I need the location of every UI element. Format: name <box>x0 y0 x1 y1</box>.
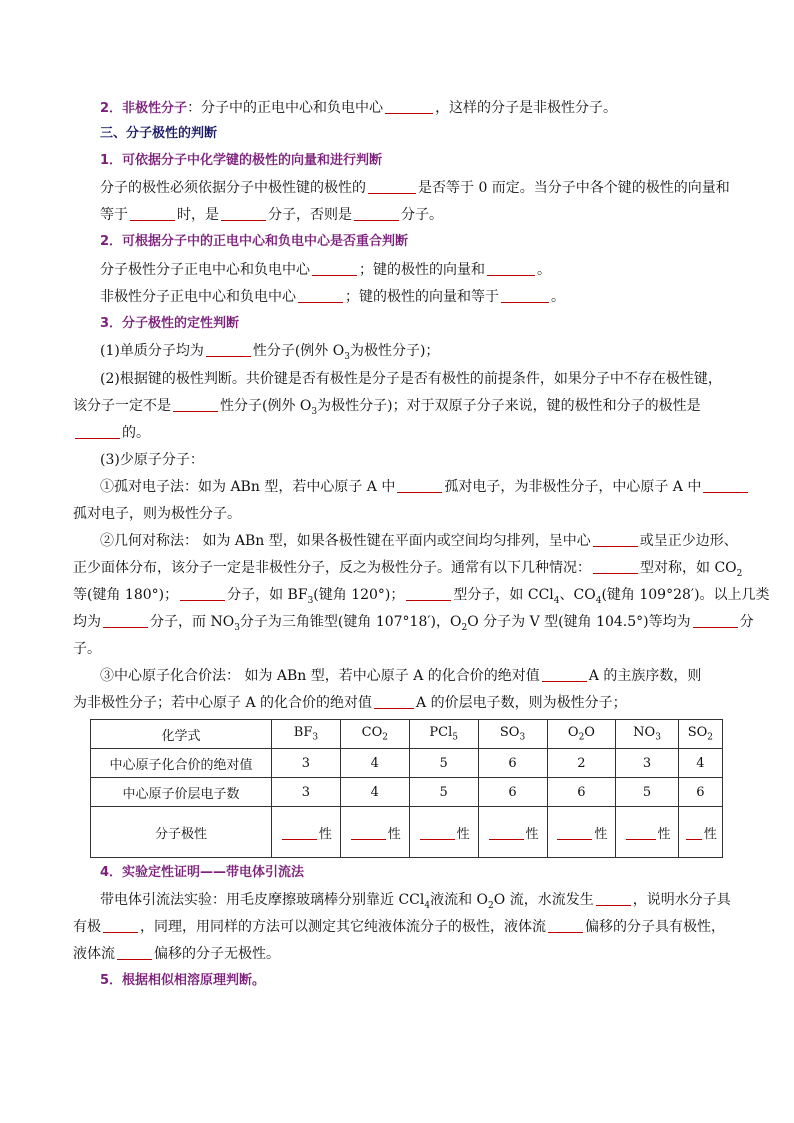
table-cell: 4 <box>340 778 409 807</box>
paragraph: (3)少原子分子： <box>100 452 204 468</box>
blank[interactable] <box>75 424 120 439</box>
formula-cell: $SO_3$ <box>478 720 547 749</box>
blank[interactable] <box>368 179 416 194</box>
table-cell: 6 <box>478 749 547 778</box>
formula-cell: $O_2O$ <box>547 720 616 749</box>
table-cell: 6 <box>678 778 722 807</box>
blank[interactable] <box>686 825 702 840</box>
blank[interactable] <box>385 99 433 114</box>
blank[interactable] <box>593 559 638 574</box>
blank[interactable] <box>221 206 266 221</box>
subsection-4-title: 4．实验定性证明——带电体引流法 <box>100 865 305 880</box>
blank[interactable] <box>397 478 442 493</box>
paragraph: 均为 分子，而 $NO_3$分子为三角锥型(键角 107°18′)，$O_2O$ 分子为 V 型(键角 104.5°)等均为 分 <box>73 614 754 633</box>
method-lone-pair: ①孤对电子法：如为 ABn 型，若中心原子 A 中 孤对电子，为非极性分子，中心原子 A 中 <box>100 476 750 498</box>
table-cell: 5 <box>409 749 478 778</box>
table-header: 分子极性 <box>91 807 272 858</box>
paragraph: 液体流 偏移的分子无极性。 <box>73 946 280 962</box>
blank[interactable] <box>487 261 535 276</box>
paragraph: 正少面体分布，该分子一定是非极性分子，反之为极性分子。通常有以下几种情况： 型对称，如 $CO_2$ <box>73 560 743 579</box>
blank[interactable] <box>542 667 587 682</box>
paragraph: 等(键角 180°)； 分子，如 $BF_3$(键角 120°)； 型分子，如 CCl$_4$、$CO_4$(键角 109°28′)。以上几类 <box>73 587 770 606</box>
blank[interactable] <box>103 918 138 933</box>
section-title: 三、分子极性的判断 <box>100 126 218 141</box>
blank[interactable] <box>557 825 592 840</box>
table-row <box>91 807 723 858</box>
formula-cell: $NO_3$ <box>616 720 678 749</box>
blank[interactable] <box>354 206 399 221</box>
paragraph: 有极 ，同理，用同样的方法可以测定其它纯液体流分子的极性，液体流 偏移的分子具有极性， <box>73 919 725 935</box>
table-cell: 3 <box>616 749 678 778</box>
polarity-cell: 性 <box>409 807 478 858</box>
paragraph: (2)根据键的极性判断。共价键是否有极性是分子是否有极性的前提条件，如果分子中不存在极性键， <box>100 371 722 387</box>
subsection-1-title: 1．可依据分子中化学键的极性的向量和进行判断 <box>100 153 383 168</box>
paragraph: 孤对电子，则为极性分子。 <box>73 506 241 522</box>
table-cell: 4 <box>340 749 409 778</box>
polarity-table <box>90 719 723 858</box>
table-cell: 3 <box>272 749 341 778</box>
formula-cell: PCl$_5$ <box>409 720 478 749</box>
blank[interactable] <box>703 478 748 493</box>
method-symmetry: ②几何对称法： 如为 ABn 型，如果各极性键在平面内或空间均匀排列，呈中心 或呈正少边形、 <box>100 533 738 549</box>
blank[interactable] <box>312 261 357 276</box>
polarity-cell: 性 <box>678 807 722 858</box>
blank[interactable] <box>593 532 638 547</box>
paragraph: 非极性分子正电中心和负电中心 ；键的极性的向量和等于 。 <box>100 289 565 305</box>
blank[interactable] <box>206 342 251 357</box>
paragraph: 该分子一定不是 性分子(例外 $O_3$为极性分子)；对于双原子分子来说，键的极性和分子的极性是 <box>73 398 701 417</box>
blank[interactable] <box>548 918 583 933</box>
polarity-cell: 性 <box>272 807 341 858</box>
polarity-cell: 性 <box>340 807 409 858</box>
paragraph: 分子极性分子正电中心和负电中心 ；键的极性的向量和 。 <box>100 262 551 278</box>
table-header: 中心原子价层电子数 <box>91 778 272 807</box>
paragraph: 的。 <box>73 422 150 444</box>
blank[interactable] <box>282 825 317 840</box>
nonpolar-heading: 2．非极性分子 <box>100 101 188 116</box>
subsection-5-title: 5．根据相似相溶原理判断。 <box>100 973 266 988</box>
table-cell: 5 <box>616 778 678 807</box>
formula-cell: $CO_2$ <box>340 720 409 749</box>
blank[interactable] <box>406 586 451 601</box>
blank[interactable] <box>117 945 152 960</box>
blank[interactable] <box>298 288 343 303</box>
blank[interactable] <box>596 891 631 906</box>
paragraph: (1)单质分子均为 性分子(例外 $O_3$为极性分子)； <box>100 343 440 362</box>
paragraph: 带电体引流法实验：用毛皮摩擦玻璃棒分别靠近 CCl$_4$液流和 $O_2O$ 流，水流发生 ，说明水分子具 <box>100 892 731 911</box>
table-header: 中心原子化合价的绝对值 <box>91 749 272 778</box>
table-header: 化学式 <box>91 720 272 749</box>
subsection-2-title: 2．可根据分子中的正电中心和负电中心是否重合判断 <box>100 234 409 249</box>
table-cell: 6 <box>547 778 616 807</box>
nonpolar-definition: 2．非极性分子：分子中的正电中心和负电中心 ，这样的分子是非极性分子。 <box>100 100 618 116</box>
blank[interactable] <box>693 613 738 628</box>
blank[interactable] <box>489 825 524 840</box>
table-cell: 6 <box>478 778 547 807</box>
paragraph: 分子的极性必须依据分子中极性键的极性的 是否等于 0 而定。当分子中各个键的极性的向量和 <box>100 180 730 196</box>
table-cell: 3 <box>272 778 341 807</box>
blank[interactable] <box>351 825 386 840</box>
paragraph: 为非极性分子；若中心原子 A 的化合价的绝对值 A 的价层电子数，则为极性分子； <box>73 695 627 711</box>
blank[interactable] <box>501 288 549 303</box>
table-row <box>91 720 723 749</box>
polarity-cell: 性 <box>616 807 678 858</box>
blank[interactable] <box>103 613 148 628</box>
table-cell: 4 <box>678 749 722 778</box>
subsection-3-title: 3．分子极性的定性判断 <box>100 316 240 331</box>
formula-cell: $SO_2$ <box>678 720 722 749</box>
table-row <box>91 778 723 807</box>
table-row <box>91 749 723 778</box>
table-cell: 2 <box>547 749 616 778</box>
method-valence: ③中心原子化合价法： 如为 ABn 型，若中心原子 A 的化合价的绝对值 A 的主族序数，则 <box>100 668 702 684</box>
polarity-cell: 性 <box>547 807 616 858</box>
blank[interactable] <box>180 586 225 601</box>
table-cell: 5 <box>409 778 478 807</box>
formula-cell: $BF_3$ <box>272 720 341 749</box>
blank[interactable] <box>626 825 656 840</box>
paragraph: 等于 时，是 分子，否则是 分子。 <box>100 207 443 223</box>
blank[interactable] <box>374 694 414 709</box>
polarity-cell: 性 <box>478 807 547 858</box>
blank[interactable] <box>173 397 218 412</box>
blank[interactable] <box>130 206 175 221</box>
blank[interactable] <box>420 825 455 840</box>
paragraph: 子。 <box>73 641 101 657</box>
